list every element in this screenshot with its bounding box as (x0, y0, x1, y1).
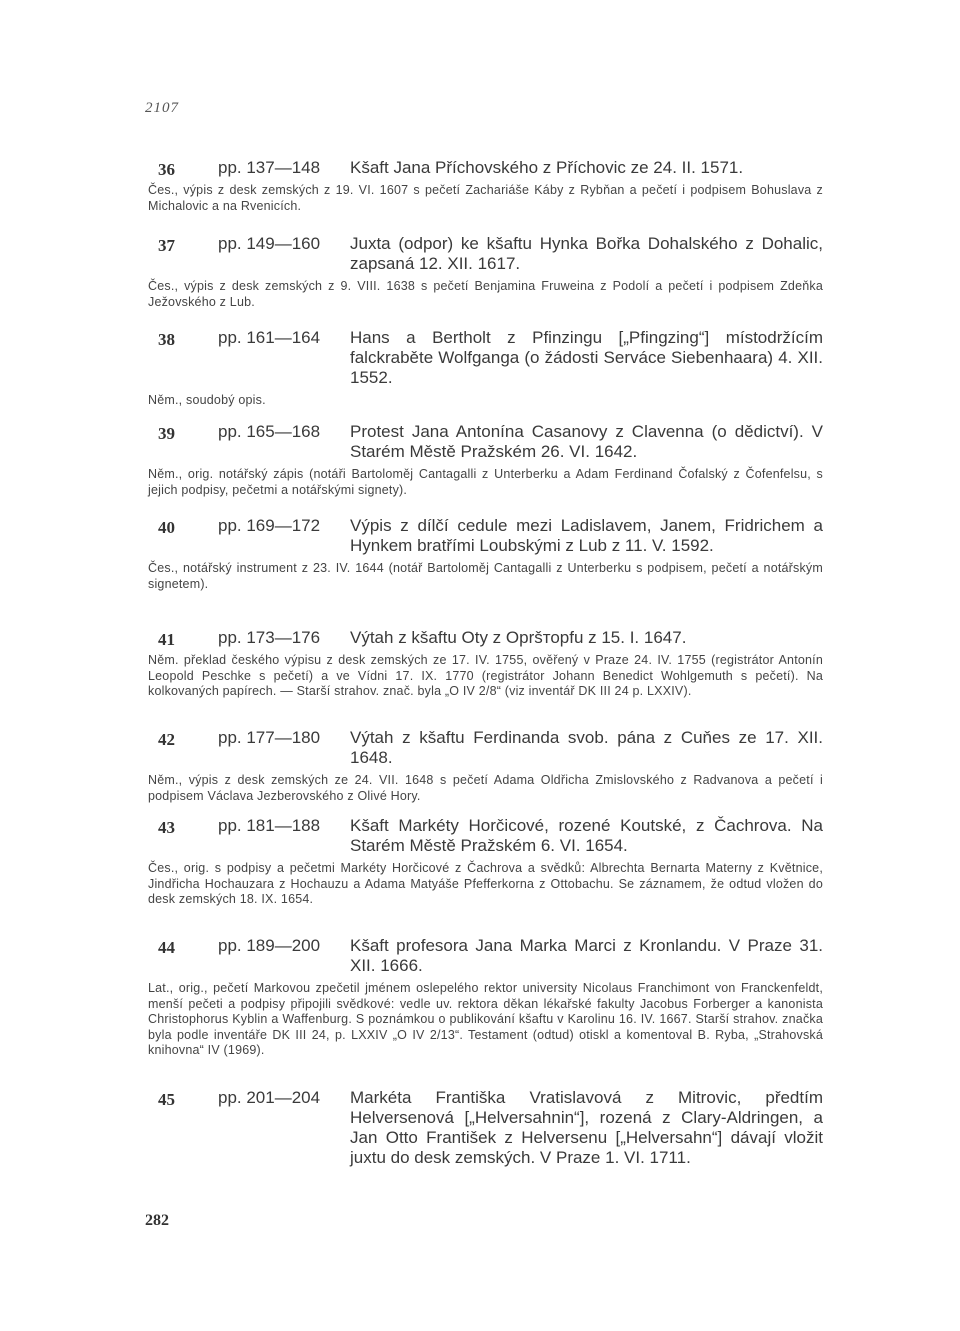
entry-number: 38 (158, 330, 175, 349)
entry-note: Čes., výpis z desk zemských z 19. VI. 1607 s pečetí Zachariáše Káby z Rybňan a pečetí i podpisem Bohuslava z Michalovic a na Rvenicích. (148, 183, 823, 213)
entry-number: 37 (158, 236, 175, 255)
page-number: 282 (145, 1212, 169, 1229)
entry-note: Něm., orig. notářský zápis (notáři Bartoloměj Cantagalli z Unterberku a Adam Ferdinand Čofalský z Čofenfelsu, s jejich podpisy, pečetmi a notářskými signety). (148, 467, 823, 497)
entry-title: Výpis z dílčí cedule mezi Ladislavem, Janem, Fridrichem a Hynkem bratřími Loubskými z Lub z 11. V. 1592. (350, 516, 823, 555)
entry-pages: pp. 169—172 (218, 516, 321, 535)
entry-number: 45 (158, 1090, 175, 1109)
entry-pages: pp. 161—164 (218, 328, 321, 347)
entry-37 (148, 234, 823, 310)
entry-pages: pp. 165—168 (218, 422, 321, 441)
entry-note: Něm., soudobý opis. (148, 393, 266, 407)
entry-note: Čes., notářský instrument z 23. IV. 1644 (notář Bartoloměj Cantagalli z Unterberku s podpisem, pečetí a notářským signetem). (148, 561, 823, 591)
entry-number: 42 (158, 730, 175, 749)
entry-pages: pp. 149—160 (218, 234, 321, 253)
entry-38 (148, 328, 823, 409)
page-header-number: 2107 (145, 100, 179, 116)
entry-note: Čes., výpis z desk zemských z 9. VIII. 1638 s pečetí Benjamina Fruweina z Podolí a pečetí i podpisem Zdeňka Ježovského z Lub. (148, 279, 823, 309)
entry-title: Kšaft profesora Jana Marka Marci z Kronlandu. V Praze 31. XII. 1666. (350, 936, 823, 975)
entry-note: Něm., výpis z desk zemských ze 24. VII. 1648 s pečetí Adama Oldřicha Zmislovského z Radvanova a pečetí i podpisem Václava Jezberovského z Olivé Hory. (148, 773, 823, 803)
entry-pages: pp. 181—188 (218, 816, 321, 835)
entry-title: Výtah z kšaftu Ferdinanda svob. pána z Cuňes ze 17. XII. 1648. (350, 728, 823, 767)
entry-number: 36 (158, 160, 175, 179)
entry-number: 43 (158, 818, 175, 837)
entry-pages: pp. 177—180 (218, 728, 321, 747)
entry-number: 44 (158, 938, 175, 957)
entry-40 (148, 516, 823, 592)
entry-39 (148, 422, 823, 498)
entry-number: 39 (158, 424, 175, 443)
entry-pages: pp. 201—204 (218, 1088, 321, 1107)
entry-number: 41 (158, 630, 175, 649)
entry-number: 40 (158, 518, 175, 537)
entry-title: Juxta (odpor) ke kšaftu Hynka Bořka Dohalského z Dohalic, zapsaná 12. XII. 1617. (350, 234, 823, 273)
entry-note: Něm. překlad českého výpisu z desk zemských ze 17. IV. 1755, ověřený v Praze 24. IV. 1755 (registrátor Antonín Leopold Peschke s pečetí) a ve Vídni 17. IX. 1770 (registrátor Johann Benedict Wohlgemuth s pečetí). Na kolkovaných papírech. — Starší strahov. znač. byla „O IV 2/8“ (viz inventář DK III 24 p. LXXIV). (148, 653, 823, 698)
entry-36 (148, 158, 823, 214)
entry-45 (148, 1088, 823, 1168)
entry-title: Výtah z kšaftu Oty z Opršторfu z 15. I. 1647. (350, 628, 687, 647)
entry-pages: pp. 189—200 (218, 936, 321, 955)
entry-note: Lat., orig., pečetí Markovou zpečetil jménem oslepelého rektor university Nicolaus Franchimont von Franckenfeldt, menší pečeti a podpisy připojili svědkové: vedle uv. rektora děkan lékařské fakulty Jacobus Forberger a kanonista Christophorus Kyblin a Waffenburg. S poznámkou o publikování kšaftu v Karolinu 16. IV. 1667. Starší strahov. značka byla podle inventáře DK III 24, p. LXXIV „O IV 2/13“. Testament (odtud) otiskl a komentoval B. Ryba, „Strahovská knihovna“ IV (1969). (148, 981, 823, 1057)
entry-43 (148, 816, 823, 908)
entry-pages: pp. 137—148 (218, 158, 321, 177)
entry-note: Čes., orig. s podpisy a pečetmi Markéty Horčicové z Čachrova a svědků: Albrechta Bernarta Materny z Květnice, Jindřicha Hochauzara z Hochauzu a Adama Matyáše Pfefferkorna z Ottobachu. Se záznamem, že odtud vložen do desk zemských 18. IX. 1654. (148, 861, 823, 906)
entry-title: Markéta Františka Vratislavová z Mitrovic, předtím Helversenová [„Helversahnin“], rozená z Clary-Aldringen, a Jan Otto František z Helversenu [„Helversahn“] dávají vložit juxtu do desk zemských. V Praze 1. VI. 1711. (350, 1088, 823, 1167)
entry-title: Protest Jana Antonína Casanovy z Clavenna (o dědictví). V Starém Městě Pražském 26. VI. 1642. (350, 422, 823, 461)
entry-title: Kšaft Markéty Horčicové, rozené Koutské, z Čachrova. Na Starém Městě Pražském 6. VI. 1654. (350, 816, 823, 855)
entry-44 (148, 936, 823, 1059)
entry-42 (148, 728, 823, 804)
entry-pages: pp. 173—176 (218, 628, 321, 647)
entry-title: Kšaft Jana Příchovského z Příchovic ze 24. II. 1571. (350, 158, 744, 177)
entry-41 (148, 628, 823, 700)
entry-title: Hans a Bertholt z Pfinzingu [„Pfingzing“] místodržícím falckraběte Wolfganga (o žádosti Serváce Siebenhaara) 4. XII. 1552. (350, 328, 823, 387)
